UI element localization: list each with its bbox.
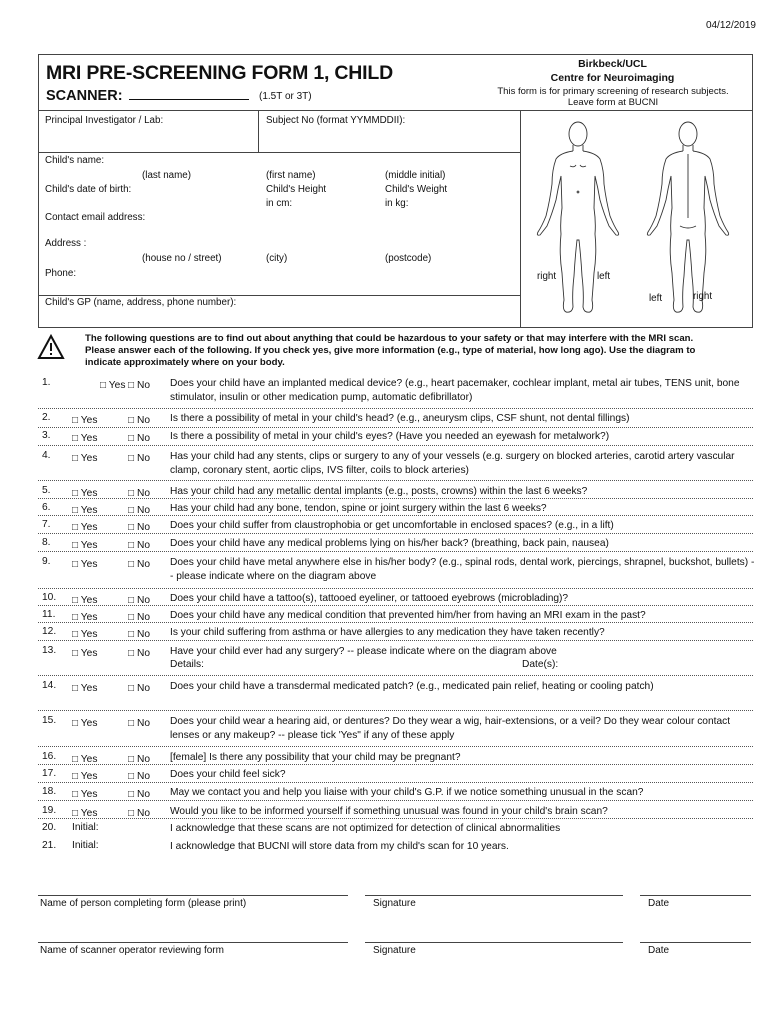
divider (520, 110, 521, 328)
yes-checkbox[interactable]: □ Yes (72, 522, 98, 533)
question-text: [female] Is there any possibility that your child may be pregnant? (170, 752, 461, 763)
first-name-label: (first name) (266, 170, 316, 181)
no-checkbox[interactable]: □ No (128, 540, 151, 551)
date-line-1[interactable] (640, 895, 751, 896)
question-divider (38, 746, 753, 747)
question-text: Does your child have metal anywhere else in his/her body? (e.g., spinal rods, dental work, piercings, shrapnel, buckshot, bullets) -- please indicate where on the diagram above (170, 557, 755, 582)
scanner-hint: (1.5T or 3T) (259, 91, 312, 102)
yes-checkbox[interactable]: □ Yes (100, 380, 126, 391)
question-text: Does your child have any medical condition that prevented him/her from having an MRI exam in the past? (170, 610, 646, 621)
warning-icon (38, 333, 78, 363)
yes-checkbox[interactable]: □ Yes (72, 415, 98, 426)
question-number: 16. (42, 751, 57, 762)
no-checkbox[interactable]: □ No (128, 648, 151, 659)
yes-checkbox[interactable]: □ Yes (72, 754, 98, 765)
question-text: Is your child suffering from asthma or have allergies to any medication they have taken recently? (170, 627, 605, 638)
question-number: 17. (42, 768, 57, 779)
email-field[interactable]: Contact email address: (45, 212, 146, 223)
form-date: 04/12/2019 (705, 20, 756, 31)
question-text: I acknowledge that BUCNI will store data from my child's scan for 10 years. (170, 841, 509, 852)
divider (258, 110, 259, 152)
question-text: May we contact you and help you liaise with your child's G.P. if we notice something unusual in the scan? (170, 787, 644, 798)
question-text: Have your child ever had any surgery? -- please indicate where on the diagram above (170, 646, 557, 657)
name-operator-line[interactable] (38, 942, 348, 943)
question-number: 19. (42, 805, 57, 816)
question-text: Has your child had any stents, clips or surgery to any of your vessels (e.g. surgery on blocked arteries, carotid artery vascular clamp, coronary stent, aortic clips, IVS filter, coils to block arteries) (170, 451, 735, 476)
question-number: 4. (42, 450, 51, 461)
question-number: 9. (42, 556, 51, 567)
no-checkbox[interactable]: □ No (128, 522, 151, 533)
question-number: 21. (42, 840, 57, 851)
no-checkbox[interactable]: □ No (128, 453, 151, 464)
yes-checkbox[interactable]: □ Yes (72, 505, 98, 516)
question-number: 15. (42, 715, 57, 726)
question-text: Has your child had any bone, tendon, spine or joint surgery within the last 6 weeks? (170, 503, 547, 514)
institution-line1: Birkbeck/UCL (578, 58, 647, 70)
house-label: (house no / street) (142, 253, 222, 264)
yes-checkbox[interactable]: □ Yes (72, 540, 98, 551)
question-divider (38, 675, 753, 676)
yes-checkbox[interactable]: □ Yes (72, 612, 98, 623)
institution-name (520, 57, 705, 85)
weight-field-line2: in kg: (385, 198, 409, 209)
question-divider (38, 533, 753, 534)
name-operator-label: Name of scanner operator reviewing form (40, 945, 224, 956)
no-checkbox[interactable]: □ No (128, 808, 151, 819)
question-number: 8. (42, 537, 51, 548)
question-number: 12. (42, 626, 57, 637)
divider (38, 295, 520, 296)
question-text: Does your child have a transdermal medicated patch? (e.g., medicated pain relief, heating or cooling patch) (170, 681, 654, 692)
no-checkbox[interactable]: □ No (128, 754, 151, 765)
question-text: Would you like to be informed yourself if something unusual was found in your child's brain scan? (170, 806, 608, 817)
diagram-right-front: right (537, 271, 557, 282)
date-line-2[interactable] (640, 942, 751, 943)
divider (38, 152, 520, 153)
scanner-field[interactable] (46, 88, 249, 104)
initial-field[interactable]: Initial: (72, 822, 99, 833)
question-divider (38, 445, 753, 446)
question-number: 18. (42, 786, 57, 797)
height-field-line2: in cm: (266, 198, 293, 209)
body-back-diagram[interactable] (640, 118, 736, 320)
yes-checkbox[interactable]: □ Yes (72, 629, 98, 640)
phone-field[interactable]: Phone: (45, 268, 77, 279)
gp-field[interactable]: Child's GP (name, address, phone number): (45, 297, 237, 308)
no-checkbox[interactable]: □ No (128, 488, 151, 499)
question-text: Does your child feel sick? (170, 769, 286, 780)
question-text: Is there a possibility of metal in your child's head? (e.g., aneurysm clips, CSF shunt, not dental fillings) (170, 413, 630, 424)
question-divider (38, 480, 753, 481)
no-checkbox[interactable]: □ No (128, 612, 151, 623)
city-label: (city) (266, 253, 288, 264)
question-text: Does your child suffer from claustrophobia or get uncomfortable in enclosed spaces? (e.g., in a lift) (170, 520, 614, 531)
yes-checkbox[interactable]: □ Yes (72, 453, 98, 464)
diagram-left-front: left (597, 271, 611, 282)
child-name-field[interactable]: Child's name: (45, 155, 105, 166)
surgery-dates-field[interactable]: Date(s): (522, 659, 559, 670)
question-number: 2. (42, 412, 51, 423)
question-number: 20. (42, 822, 57, 833)
signature-line-2[interactable] (365, 942, 623, 943)
no-checkbox[interactable]: □ No (128, 629, 151, 640)
question-number: 5. (42, 485, 51, 496)
question-text: Is there a possibility of metal in your child's eyes? (Have you needed an eyewash for metalwork?) (170, 431, 610, 442)
diagram-left-back: left (649, 293, 663, 304)
no-checkbox[interactable]: □ No (128, 595, 151, 606)
no-checkbox[interactable]: □ No (128, 718, 151, 729)
no-checkbox[interactable]: □ No (128, 771, 151, 782)
signature-label-1: Signature (373, 898, 416, 909)
yes-checkbox[interactable]: □ Yes (72, 683, 98, 694)
question-number: 10. (42, 592, 57, 603)
body-front-diagram[interactable] (530, 118, 626, 320)
question-divider (38, 408, 753, 409)
question-text: Does your child have a tattoo(s), tattooed eyeliner, or tattooed eyebrows (microblading)? (170, 593, 569, 604)
date-label-1: Date (648, 898, 670, 909)
yes-checkbox[interactable]: □ Yes (72, 433, 98, 444)
pi-field[interactable]: Principal Investigator / Lab: (45, 115, 164, 126)
no-checkbox[interactable]: □ No (128, 415, 151, 426)
question-divider (38, 588, 753, 589)
question-text: Has your child had any metallic dental implants (e.g., posts, crowns) within the last 6 weeks? (170, 486, 588, 497)
question-text: Does your child wear a hearing aid, or dentures? Do they wear a wig, hair-extensions, or a veil? Do they wear colour contact lenses or any makeup? -- please tick 'Yes" if any of these apply (170, 716, 731, 741)
yes-checkbox[interactable]: □ Yes (72, 771, 98, 782)
scanner-blank[interactable] (129, 88, 249, 100)
middle-initial-label: (middle initial) (385, 170, 446, 181)
signature-label-2: Signature (373, 945, 416, 956)
question-divider (38, 640, 753, 641)
yes-checkbox[interactable]: □ Yes (72, 648, 98, 659)
last-name-label: (last name) (142, 170, 191, 181)
warning-text: The following questions are to find out about anything that could be hazardous to your safety or that may interfere with the MRI scan. Please answer each of the following. If you check yes, give more information (e.g., type of material, how long ago). Use the diagram to indicate approximately where on your body. (85, 333, 696, 368)
question-text: Does your child have an implanted medical device? (e.g., heart pacemaker, cochlear implant, metal air tubes, TENS unit, bone stimulator, insulin or other medication pump, automatic defibrillator) (170, 378, 740, 403)
weight-field-line1[interactable]: Child's Weight (385, 184, 448, 195)
yes-checkbox[interactable]: □ Yes (72, 559, 98, 570)
no-checkbox[interactable]: □ No (128, 505, 151, 516)
question-number: 1. (42, 377, 51, 388)
question-text: Does your child have any medical problems lying on his/her back? (breathing, back pain, nausea) (170, 538, 609, 549)
yes-checkbox[interactable]: □ Yes (72, 718, 98, 729)
address-field[interactable]: Address : (45, 238, 87, 249)
scanner-label: SCANNER: (46, 88, 123, 104)
question-number: 7. (42, 519, 51, 530)
question-number: 3. (42, 430, 51, 441)
date-label-2: Date (648, 945, 670, 956)
question-number: 11. (42, 609, 56, 620)
question-divider (38, 710, 753, 711)
question-text: I acknowledge that these scans are not optimized for detection of clinical abnormalities (170, 823, 561, 834)
question-number: 13. (42, 645, 57, 656)
question-divider (38, 551, 753, 552)
question-divider (38, 800, 753, 801)
diagram-right-back: right (693, 291, 713, 302)
institution-line2: Centre for Neuroimaging (550, 72, 675, 84)
subject-field[interactable]: Subject No (format YYMMDDII): (266, 115, 406, 126)
signature-line-1[interactable] (365, 895, 623, 896)
no-checkbox[interactable]: □ No (128, 789, 151, 800)
name-completing-label: Name of person completing form (please print) (40, 898, 247, 909)
yes-checkbox[interactable]: □ Yes (72, 488, 98, 499)
question-number: 14. (42, 680, 57, 691)
question-divider (38, 782, 753, 783)
postcode-label: (postcode) (385, 253, 432, 264)
height-field-line1[interactable]: Child's Height (266, 184, 327, 195)
question-number: 6. (42, 502, 51, 513)
initial-field[interactable]: Initial: (72, 840, 99, 851)
yes-checkbox[interactable]: □ Yes (72, 789, 98, 800)
no-checkbox[interactable]: □ No (128, 559, 151, 570)
dob-field[interactable]: Child's date of birth: (45, 184, 132, 195)
no-checkbox[interactable]: □ No (128, 683, 151, 694)
question-divider (38, 427, 753, 428)
no-checkbox[interactable]: □ No (128, 433, 151, 444)
institution-note: This form is for primary screening of research subjects. Leave form at BUCNI (497, 86, 729, 108)
name-completing-line[interactable] (38, 895, 348, 896)
no-checkbox[interactable]: □ No (128, 380, 151, 391)
surgery-details-field[interactable]: Details: (170, 659, 204, 670)
form-title: MRI PRE-SCREENING FORM 1, CHILD (46, 62, 393, 84)
yes-checkbox[interactable]: □ Yes (72, 595, 98, 606)
yes-checkbox[interactable]: □ Yes (72, 808, 98, 819)
